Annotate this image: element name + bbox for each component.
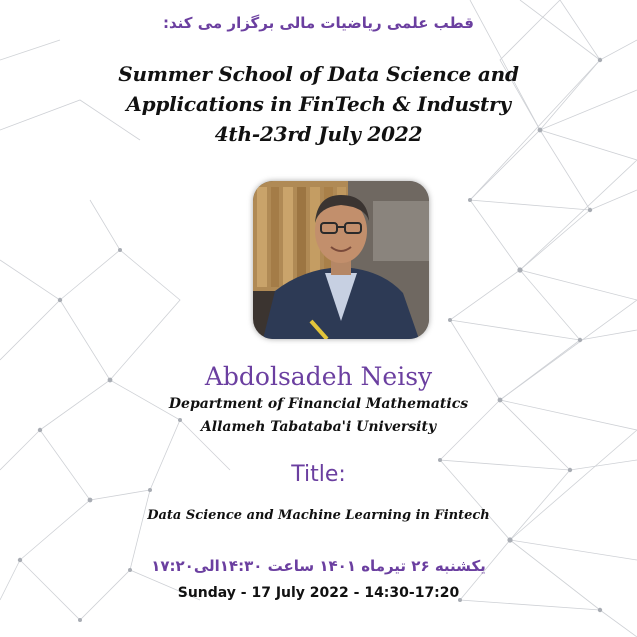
speaker-name: Abdolsadeh Neisy — [204, 362, 433, 391]
talk-title: Data Science and Machine Learning in Fintech — [147, 508, 490, 523]
talk-title-label: Title: — [291, 462, 346, 487]
speaker-university: Allameh Tabataba'i University — [200, 419, 437, 435]
schedule-persian: یکشنبه ۲۶ تیرماه ۱۴۰۱ ساعت ۱۴:۳۰الی۱۷:۲۰ — [151, 557, 486, 575]
event-title-line-1: Summer School of Data Science and — [118, 62, 519, 86]
event-title-line-2: Applications in FinTech & Industry — [126, 92, 511, 116]
schedule-english: Sunday - 17 July 2022 - 14:30-17:20 — [177, 585, 460, 601]
event-dates: 4th-23rd July 2022 — [214, 122, 423, 146]
speaker-department: Department of Financial Mathematics — [168, 396, 469, 412]
speaker-portrait-illustration — [253, 181, 429, 339]
speaker-photo — [253, 181, 429, 339]
organizer-heading-persian: قطب علمی ریاضیات مالی برگزار می کند: — [163, 14, 474, 32]
